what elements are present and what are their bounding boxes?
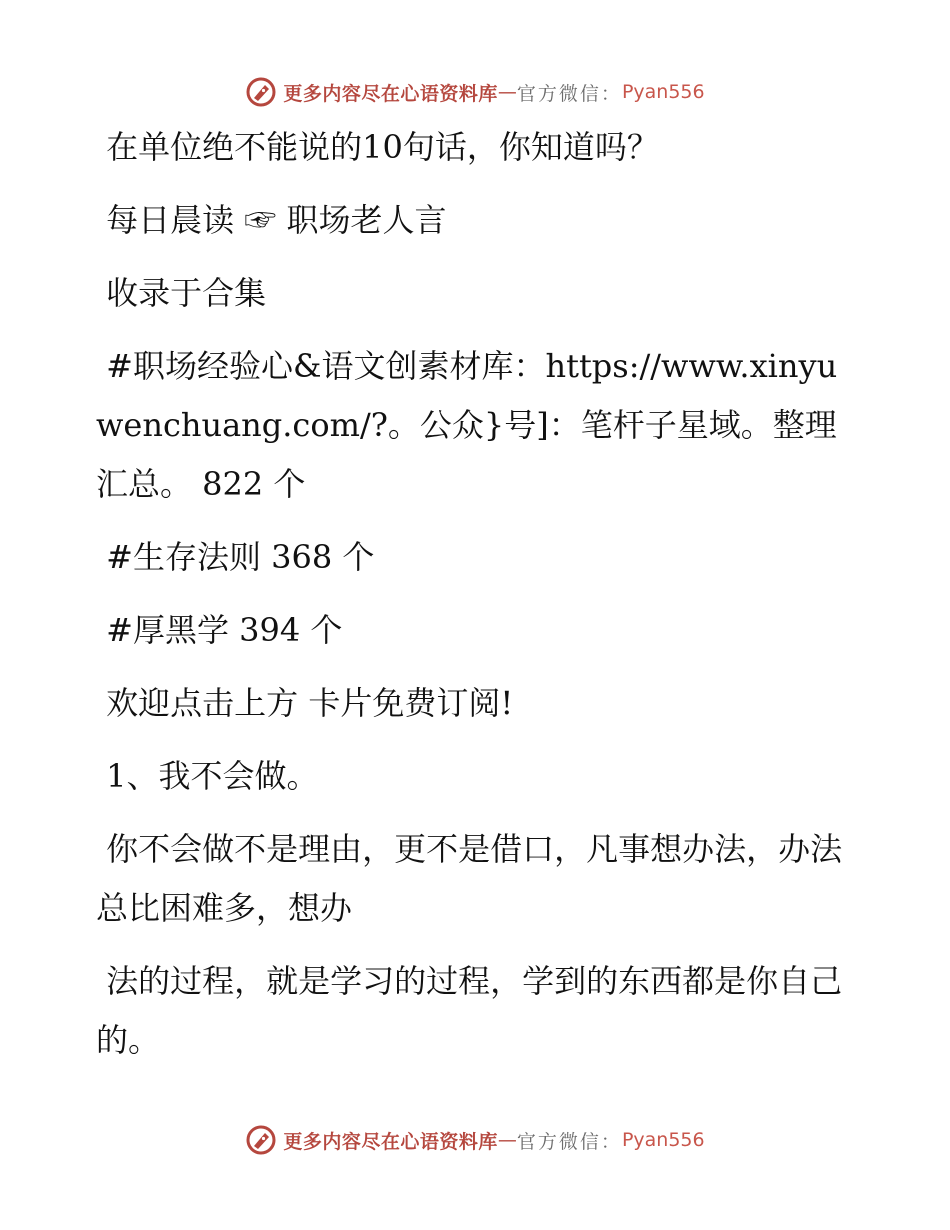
watermark-main-text: 更多内容尽在心语资料库 xyxy=(283,82,498,105)
body-paragraph: 法的过程，就是学习的过程，学到的东西都是你自己的。 xyxy=(96,962,843,1059)
footer-watermark xyxy=(0,1120,950,1160)
collection-tag-houhei: #厚黑学 394 个 xyxy=(96,611,343,649)
watermark-wechat-id: Pyan556 xyxy=(621,81,705,103)
body-paragraph: 你不会做不是理由，更不是借口，凡事想办法，办法总比困难多，想办 xyxy=(96,830,843,927)
watermark-wechat-label: 官方微信： xyxy=(516,82,622,105)
header-watermark xyxy=(0,72,950,112)
document-body xyxy=(96,118,856,1084)
watermark-wechat-label: 官方微信： xyxy=(516,1130,622,1153)
watermark-main-text: 更多内容尽在心语资料库 xyxy=(283,1130,498,1153)
collection-line: 收录于合集 xyxy=(96,274,267,312)
collection-tag-source: #职场经验心&语文创素材库：https://www.xinyuwenchuang.com/?。公众}号]：笔杆子星域。整理汇总。 822 个 xyxy=(96,347,838,503)
pen-nib-logo-icon xyxy=(245,1124,277,1156)
column-line: 每日晨读 ☞ 职场老人言 xyxy=(96,201,447,239)
article-title: 在单位绝不能说的10句话，你知道吗？ xyxy=(96,128,659,166)
watermark-separator: — xyxy=(497,1129,517,1151)
pen-nib-logo-icon xyxy=(245,76,277,108)
collection-tag-survival: #生存法则 368 个 xyxy=(96,538,375,576)
section-heading-1: 1、我不会做。 xyxy=(96,757,319,795)
subscribe-prompt: 欢迎点击上方 卡片免费订阅! xyxy=(96,684,514,722)
watermark-separator: — xyxy=(497,81,517,103)
watermark-wechat-id: Pyan556 xyxy=(621,1129,705,1151)
